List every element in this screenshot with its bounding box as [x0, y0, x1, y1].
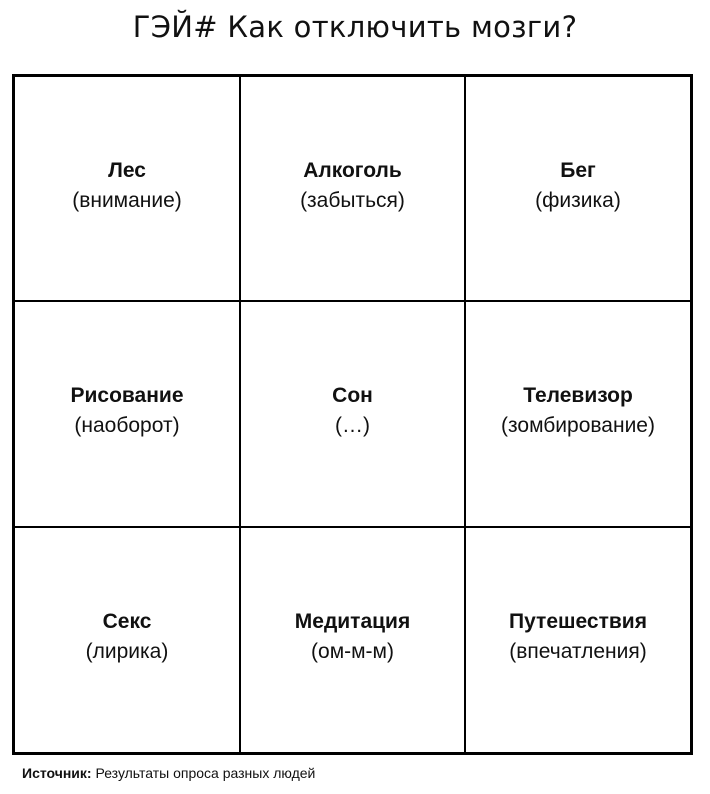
cell-subtitle: (забыться) — [300, 188, 405, 212]
cell-subtitle: (…) — [335, 414, 370, 437]
cell-title: Медитация — [294, 610, 411, 633]
source-text: Результаты опроса разных людей — [95, 765, 316, 781]
grid-cell-tv — [466, 302, 690, 528]
cell-subtitle: (внимание) — [72, 188, 182, 212]
grid-cell-travel — [466, 528, 690, 752]
cell-title: Рисование — [70, 384, 184, 407]
cell-subtitle: (наоборот) — [74, 414, 180, 437]
cell-title: Путешествия — [509, 610, 647, 633]
grid-cell-forest — [15, 77, 241, 302]
cell-title: Сон — [332, 384, 373, 407]
cell-title: Лес — [108, 158, 146, 182]
cell-subtitle: (лирика) — [85, 640, 169, 663]
cell-title: Телевизор — [523, 384, 633, 407]
grid-cell-alcohol — [241, 77, 466, 302]
cell-title: Бег — [560, 158, 596, 182]
grid-cell-meditation — [241, 528, 466, 752]
grid-cell-running — [466, 77, 690, 302]
activity-grid — [12, 74, 693, 755]
cell-subtitle: (зомбирование) — [501, 414, 655, 437]
cell-title: Секс — [102, 610, 152, 633]
cell-subtitle: (физика) — [535, 188, 621, 212]
grid-cell-drawing — [15, 302, 241, 528]
source-label: Источник: — [22, 765, 92, 781]
grid-cell-sleep — [241, 302, 466, 528]
page-title: ГЭЙ# Как отключить мозги? — [132, 10, 578, 44]
cell-subtitle: (впечатления) — [509, 640, 647, 663]
cell-subtitle: (ом-м-м) — [311, 640, 394, 663]
source-note — [22, 765, 315, 781]
grid-cell-sex — [15, 528, 241, 752]
cell-title: Алкоголь — [303, 158, 402, 182]
